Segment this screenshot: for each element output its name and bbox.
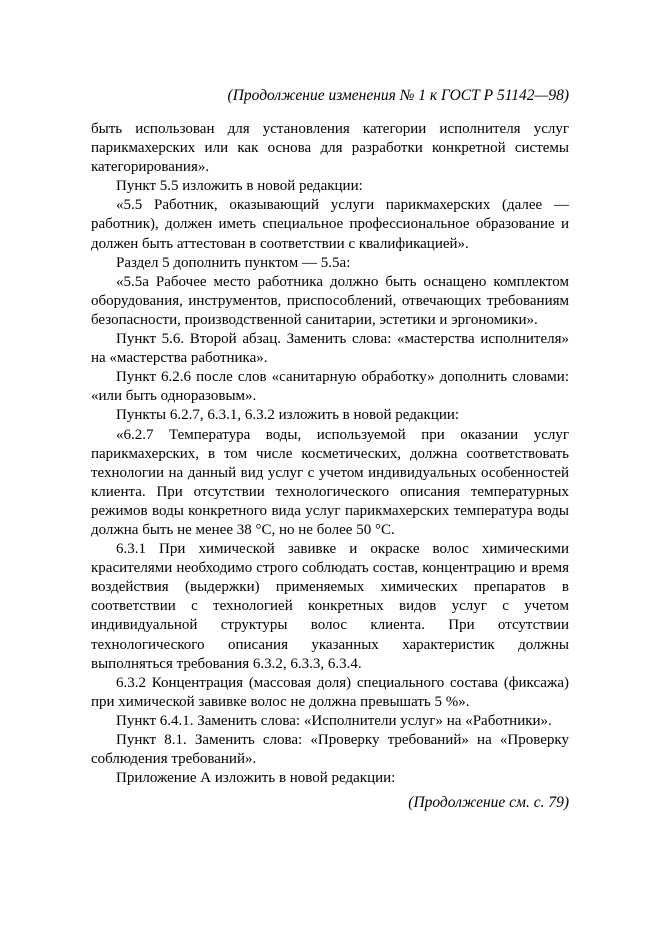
paragraph: Раздел 5 дополнить пунктом — 5.5а:: [116, 254, 351, 271]
paragraph: Пункт 6.2.6 после слов «санитарную обработку» дополнить словами: «или быть одноразовым».: [91, 369, 569, 405]
paragraph: «5.5 Работник, оказывающий услуги парикмахерских (далее — работник), должен иметь специальное профессиональное образование и должен быть аттестован в соответствии с квалификацией».: [91, 197, 569, 252]
paragraph: Пункт 5.6. Второй абзац. Заменить слова: «мастерства исполнителя» на «мастерства работника».: [91, 331, 569, 367]
paragraph: Пункт 5.5 изложить в новой редакции:: [116, 178, 363, 195]
paragraph: Приложение А изложить в новой редакции:: [116, 770, 396, 787]
page-footer: (Продолжение см. с. 79): [408, 794, 569, 811]
paragraph: Пункт 6.4.1. Заменить слова: «Исполнители услуг» на «Работники».: [116, 712, 552, 729]
paragraph: «5.5а Рабочее место работника должно быть оснащено комплектом оборудования, инструментов, приспособлений, отвечающих требованиям безопасности, производственной санитарии, эстетики и эргономики».: [91, 273, 569, 328]
paragraph: «6.2.7 Температура воды, используемой при оказании услуг парикмахерских, в том числе косметических, должна соответствовать технологии на данный вид услуг с учетом индивидуальных особенностей клиента. При отсутствии технологического описания температурных режимов воды конкретного вида услуг парикмахерских температура воды должна быть не менее 38 °С, но не более 50 °С.: [91, 426, 569, 538]
paragraph: 6.3.2 Концентрация (массовая доля) специального состава (фиксажа) при химической завивке волос не должна превышать 5 %».: [91, 674, 569, 710]
document-body: [91, 120, 569, 788]
paragraph: Пункт 8.1. Заменить слова: «Проверку требований» на «Проверку соблюдения требований».: [91, 732, 569, 768]
paragraph: быть использован для установления категории исполнителя услуг парикмахерских или как основа для разработки конкретной системы категорирования».: [91, 121, 569, 176]
paragraph: 6.3.1 При химической завивке и окраске волос химическими красителями необходимо строго соблюдать состав, концентрацию и время воздействия (выдержки) применяемых химических препаратов в соответствии с технологией конкретных видов услуг с учетом индивидуальной структуры волос клиента. При отсутствии технологического описания указанных характеристик должны выполняться требования 6.3.2, 6.3.3, 6.3.4.: [91, 541, 569, 672]
paragraph: Пункты 6.2.7, 6.3.1, 6.3.2 изложить в новой редакции:: [116, 407, 460, 424]
page-header: (Продолжение изменения № 1 к ГОСТ Р 51142—98): [227, 87, 569, 104]
